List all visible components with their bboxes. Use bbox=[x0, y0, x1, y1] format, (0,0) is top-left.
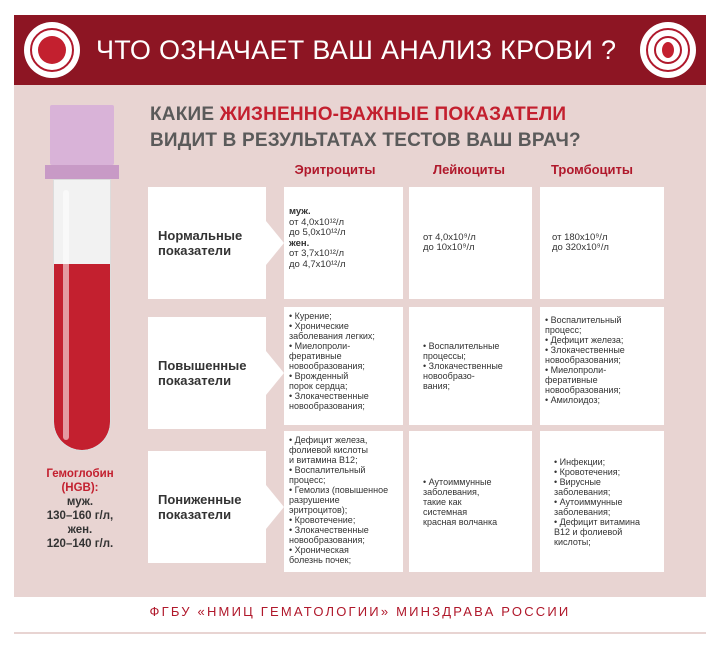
cell-reduced-leukocytes: • Аутоиммунные заболевания, такие как системная красная волчанка bbox=[409, 431, 532, 572]
row-label-elevated-line1: Повышенные bbox=[158, 358, 247, 373]
row-label-reduced-line1: Пониженные bbox=[158, 492, 242, 507]
hemoglobin-abbr: (HGB): bbox=[61, 482, 99, 494]
blood-tube-icon bbox=[53, 179, 111, 451]
arrow-icon bbox=[266, 485, 284, 529]
footer-organization: ФГБУ «НМИЦ ГЕМАТОЛОГИИ» МИНЗДРАВА РОССИИ bbox=[149, 604, 571, 619]
hemoglobin-female-label: жен. bbox=[67, 524, 93, 536]
row-label-normal-line1: Нормальные bbox=[158, 228, 243, 243]
cell-elevated-platelets: • Воспалительный процесс; • Дефицит железа; • Злокачественные новообразования; • Миелопроли- феративные новообразования; • Амилоидоз; bbox=[540, 307, 664, 425]
arrow-icon bbox=[266, 221, 284, 265]
bottom-divider bbox=[14, 632, 706, 634]
row-label-normal-line2: показатели bbox=[158, 243, 232, 258]
tube-cap-icon bbox=[50, 105, 114, 165]
tube-cap-rim bbox=[45, 165, 119, 179]
hematology-center-logo-icon bbox=[24, 22, 80, 78]
row-label-normal bbox=[148, 187, 266, 299]
column-header-erythrocytes: Эритроциты bbox=[294, 162, 376, 177]
cell-elevated-erythrocytes: • Курение; • Хронические заболевания легких; • Миелопроли- феративные новообразования; • Врожденный порок сердца; • Злокачественные новообразования; bbox=[284, 307, 403, 425]
row-label-reduced bbox=[148, 451, 266, 563]
cell-reduced-platelets: • Инфекции; • Кровотечения; • Вирусные заболевания; • Аутоиммунные заболевания; • Дефицит витамина В12 и фолиевой кислоты; bbox=[540, 431, 664, 572]
column-header-leukocytes: Лейкоциты bbox=[432, 162, 506, 177]
cell-normal-leukocytes: от 4,0х10⁹/л до 10х10⁹/л bbox=[409, 187, 532, 299]
page-title: ЧТО ОЗНАЧАЕТ ВАШ АНАЛИЗ КРОВИ ? bbox=[96, 35, 617, 65]
column-header-platelets: Тромбоциты bbox=[550, 162, 634, 177]
cell-elevated-leukocytes: • Воспалительные процессы; • Злокачественные новообразо- вания; bbox=[409, 307, 532, 425]
header-banner bbox=[14, 15, 706, 85]
subtitle-prefix: КАКИЕ bbox=[150, 104, 220, 125]
subtitle bbox=[150, 102, 581, 154]
cell-normal-platelets: от 180х10⁹/л до 320х10⁹/л bbox=[540, 187, 664, 299]
cell-reduced-erythrocytes: • Дефицит железа, фолиевой кислоты и витамина В12; • Воспалительный процесс; • Гемолиз (повышенное разрушение эритроцитов); • Кровотечение; • Злокачественные новообразования; • Хроническая болезнь почек; bbox=[284, 431, 403, 572]
hemoglobin-info bbox=[30, 467, 130, 551]
hemoglobin-male-range: 130–160 г/л, bbox=[46, 510, 114, 522]
cell-normal-erythrocytes: муж. от 4,0х10¹²/л до 5,0х10¹²/л жен. от 3,7х10¹²/л до 4,7х10¹²/л bbox=[284, 187, 403, 299]
row-label-reduced-line2: показатели bbox=[158, 507, 232, 522]
hemoglobin-title: Гемоглобин bbox=[46, 468, 114, 480]
subtitle-highlight: ЖИЗНЕННО-ВАЖНЫЕ ПОКАЗАТЕЛИ bbox=[219, 104, 567, 125]
hemoglobin-male-label: муж. bbox=[66, 496, 94, 508]
subtitle-line2: ВИДИТ В РЕЗУЛЬТАТАХ ТЕСТОВ ВАШ ВРАЧ? bbox=[150, 130, 581, 151]
hemoglobin-female-range: 120–140 г/л. bbox=[46, 538, 114, 550]
arrow-icon bbox=[266, 351, 284, 395]
row-label-elevated bbox=[148, 317, 266, 429]
national-society-logo-icon bbox=[640, 22, 696, 78]
row-label-elevated-line2: показатели bbox=[158, 373, 232, 388]
